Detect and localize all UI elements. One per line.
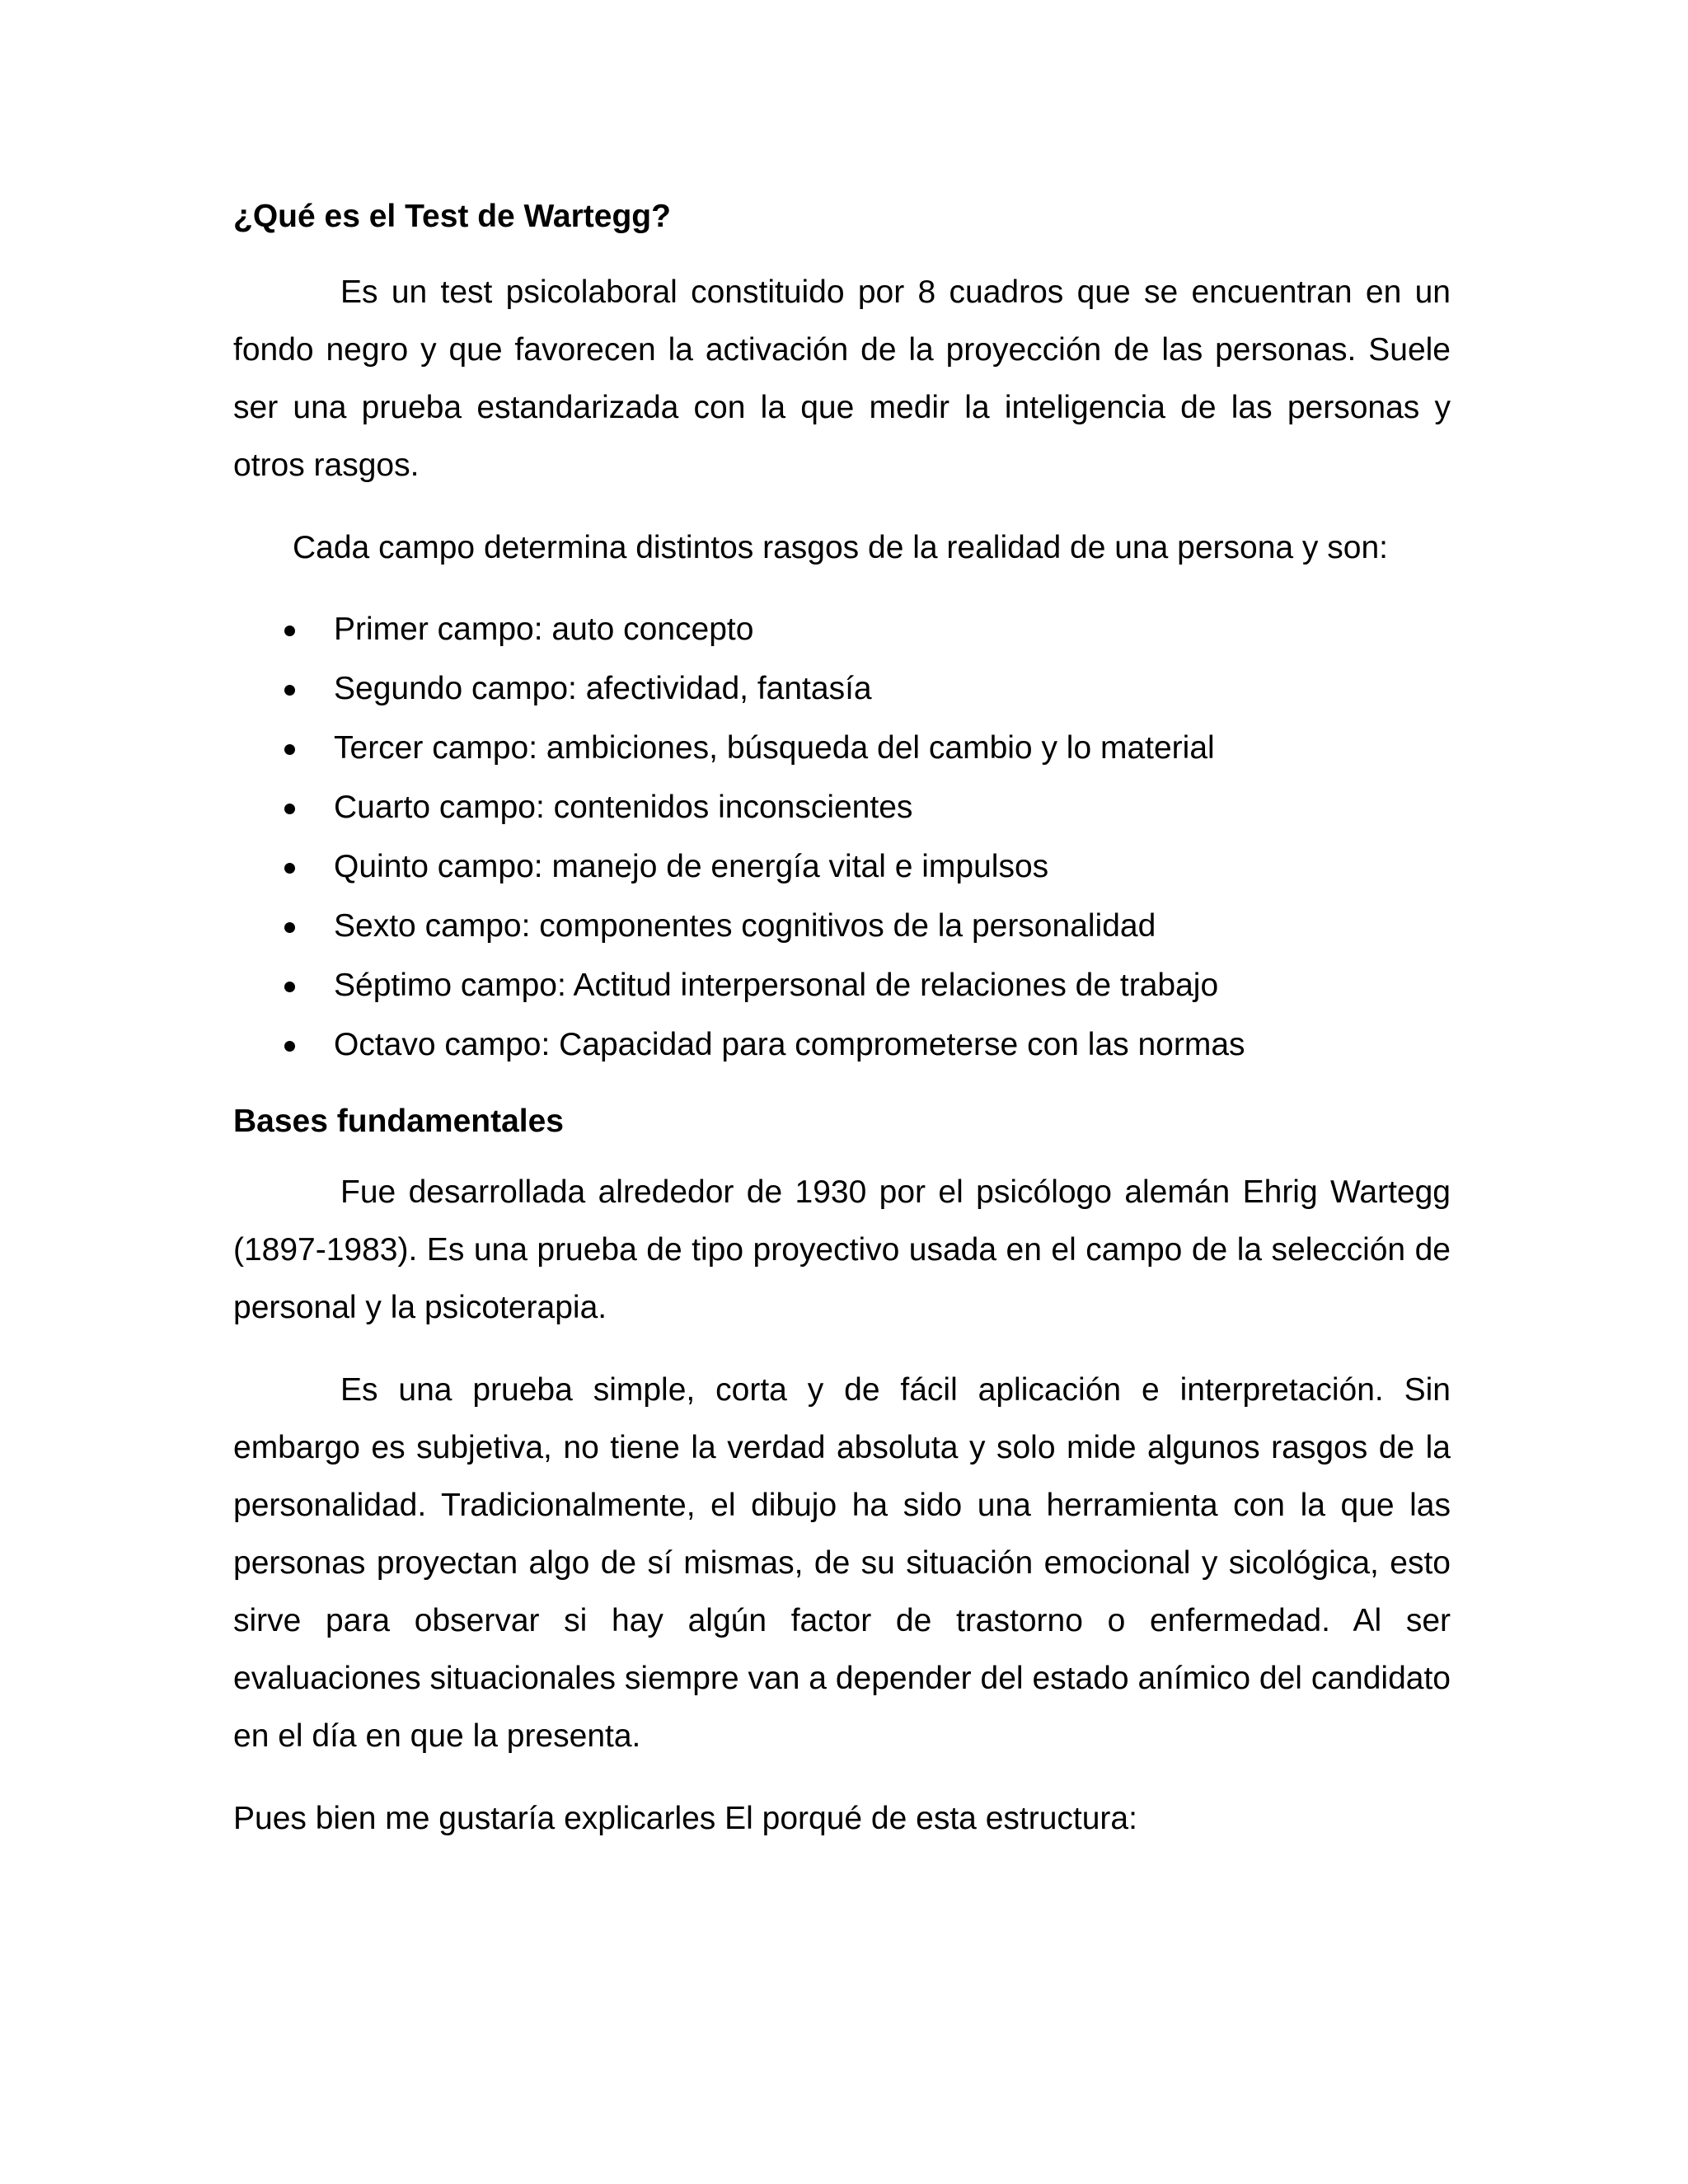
list-item: [233, 778, 1451, 837]
bullet-icon: [284, 982, 295, 992]
list-item-text: Octavo campo: Capacidad para comprometerse con las normas: [334, 1027, 1245, 1062]
list-item: [233, 1015, 1451, 1075]
bullet-icon: [284, 804, 295, 814]
bullet-icon: [284, 626, 295, 636]
bullet-icon: [284, 744, 295, 755]
fields-list: [233, 600, 1451, 1075]
list-item-text: Quinto campo: manejo de energía vital e impulsos: [334, 849, 1049, 884]
section-title-wartegg: ¿Qué es el Test de Wartegg?: [233, 199, 671, 234]
list-item-text: Sexto campo: componentes cognitivos de la personalidad: [334, 908, 1156, 944]
bullet-icon: [284, 1041, 295, 1052]
bullet-icon: [284, 922, 295, 933]
list-item-text: Primer campo: auto concepto: [334, 612, 754, 647]
list-item: [233, 837, 1451, 897]
list-item: [233, 897, 1451, 956]
document-body: [233, 188, 1451, 1848]
paragraph-definition: Es un test psicolaboral constituido por 8 cuadros que se encuentran en un fondo negro y que favorecen la activación de la proyección de las personas. Suele ser una prueba estandarizada con la que medir la inteligencia de las personas y otros rasgos.: [233, 274, 1451, 483]
list-item-text: Séptimo campo: Actitud interpersonal de relaciones de trabajo: [334, 968, 1219, 1003]
list-item-text: Segundo campo: afectividad, fantasía: [334, 671, 872, 706]
bullet-icon: [284, 863, 295, 874]
list-item-text: Tercer campo: ambiciones, búsqueda del cambio y lo material: [334, 730, 1215, 766]
paragraph-fields-intro: Cada campo determina distintos rasgos de la realidad de una persona y son:: [293, 530, 1388, 565]
section-title-bases: Bases fundamentales: [233, 1104, 564, 1139]
paragraph-closing: Pues bien me gustaría explicarles El porqué de esta estructura:: [233, 1801, 1137, 1836]
paragraph-history: Fue desarrollada alrededor de 1930 por el psicólogo alemán Ehrig Wartegg (1897-1983). Es una prueba de tipo proyectivo usada en el campo de la selección de personal y la psicoterapia.: [233, 1174, 1451, 1325]
list-item-text: Cuarto campo: contenidos inconscientes: [334, 790, 913, 825]
list-item: [233, 600, 1451, 659]
bullet-icon: [284, 685, 295, 696]
list-item: [233, 956, 1451, 1015]
list-item: [233, 659, 1451, 719]
paragraph-characteristics: Es una prueba simple, corta y de fácil aplicación e interpretación. Sin embargo es subjetiva, no tiene la verdad absoluta y solo mide algunos rasgos de la personalidad. Tradicionalmente, el dibujo ha sido una herramienta con la que las personas proyectan algo de sí mismas, de su situación emocional y sicológica, esto sirve para observar si hay algún factor de trastorno o enfermedad. Al ser evaluaciones situacionales siempre van a depender del estado anímico del candidato en el día en que la presenta.: [233, 1372, 1451, 1754]
list-item: [233, 719, 1451, 778]
